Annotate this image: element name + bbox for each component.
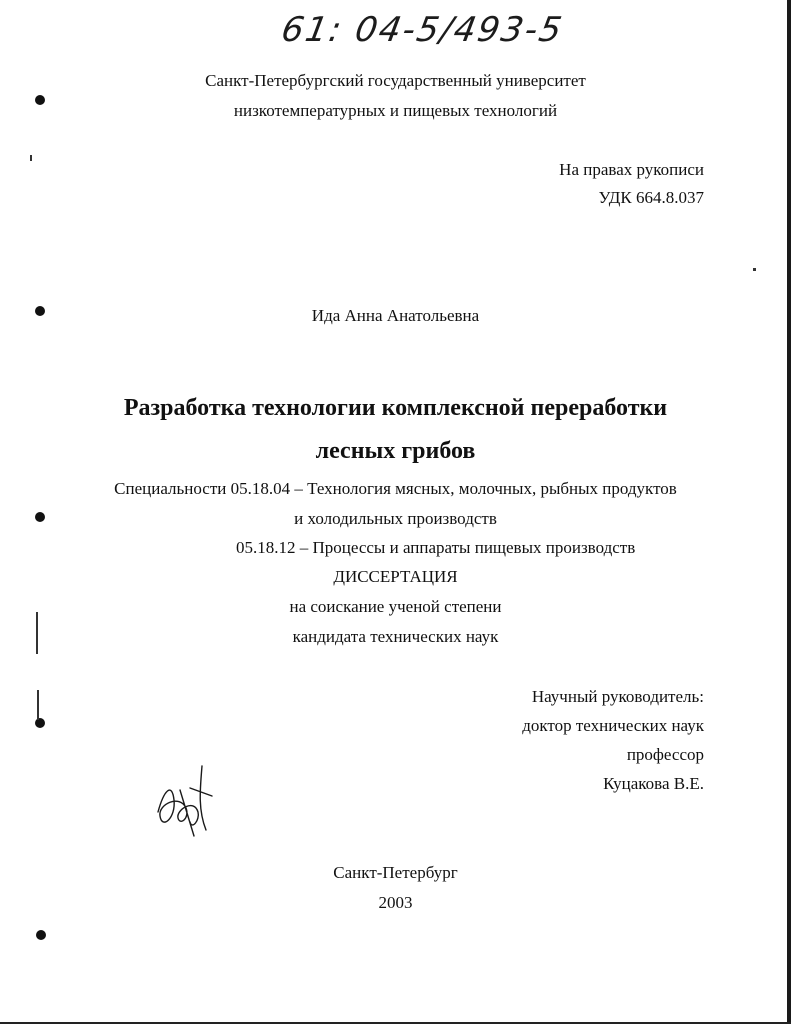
degree-line2: кандидата технических наук [292, 627, 499, 646]
dissertation-title-line1: Разработка технологии комплексной переработки [123, 395, 668, 421]
supervisor-degree: доктор технических наук [522, 716, 704, 735]
udc-code: УДК 664.8.037 [598, 188, 704, 207]
handwritten-signature [150, 760, 220, 840]
university-name-line2: низкотемпературных и пищевых технологий [233, 101, 558, 120]
specialty-line3: 05.18.12 – Процессы и аппараты пищевых производств [236, 538, 636, 557]
university-name-line1: Санкт-Петербургский государственный университет [205, 71, 586, 90]
author-name: Ида Анна Анатольевна [311, 306, 480, 325]
punch-hole-mark [36, 930, 46, 940]
scan-speck [753, 268, 756, 271]
degree-line1: на соискание ученой степени [289, 597, 502, 616]
scan-artifact-line [37, 690, 39, 720]
supervisor-name: Куцакова В.Е. [603, 774, 704, 793]
footer-city: Санкт-Петербург [333, 863, 458, 882]
document-type: ДИССЕРТАЦИЯ [333, 567, 458, 586]
dissertation-title-line2: лесных грибов [315, 438, 476, 464]
specialty-line1: Специальности 05.18.04 – Технология мясных, молочных, рыбных продуктов [114, 479, 677, 498]
archive-stamp: 61: 04-5/493-5 [278, 10, 567, 50]
footer-year: 2003 [378, 893, 413, 912]
supervisor-label: Научный руководитель: [531, 687, 704, 706]
scan-speck [30, 155, 32, 161]
supervisor-rank: профессор [626, 745, 704, 764]
manuscript-rights: На правах рукописи [559, 160, 704, 179]
specialty-line2: и холодильных производств [294, 509, 497, 528]
